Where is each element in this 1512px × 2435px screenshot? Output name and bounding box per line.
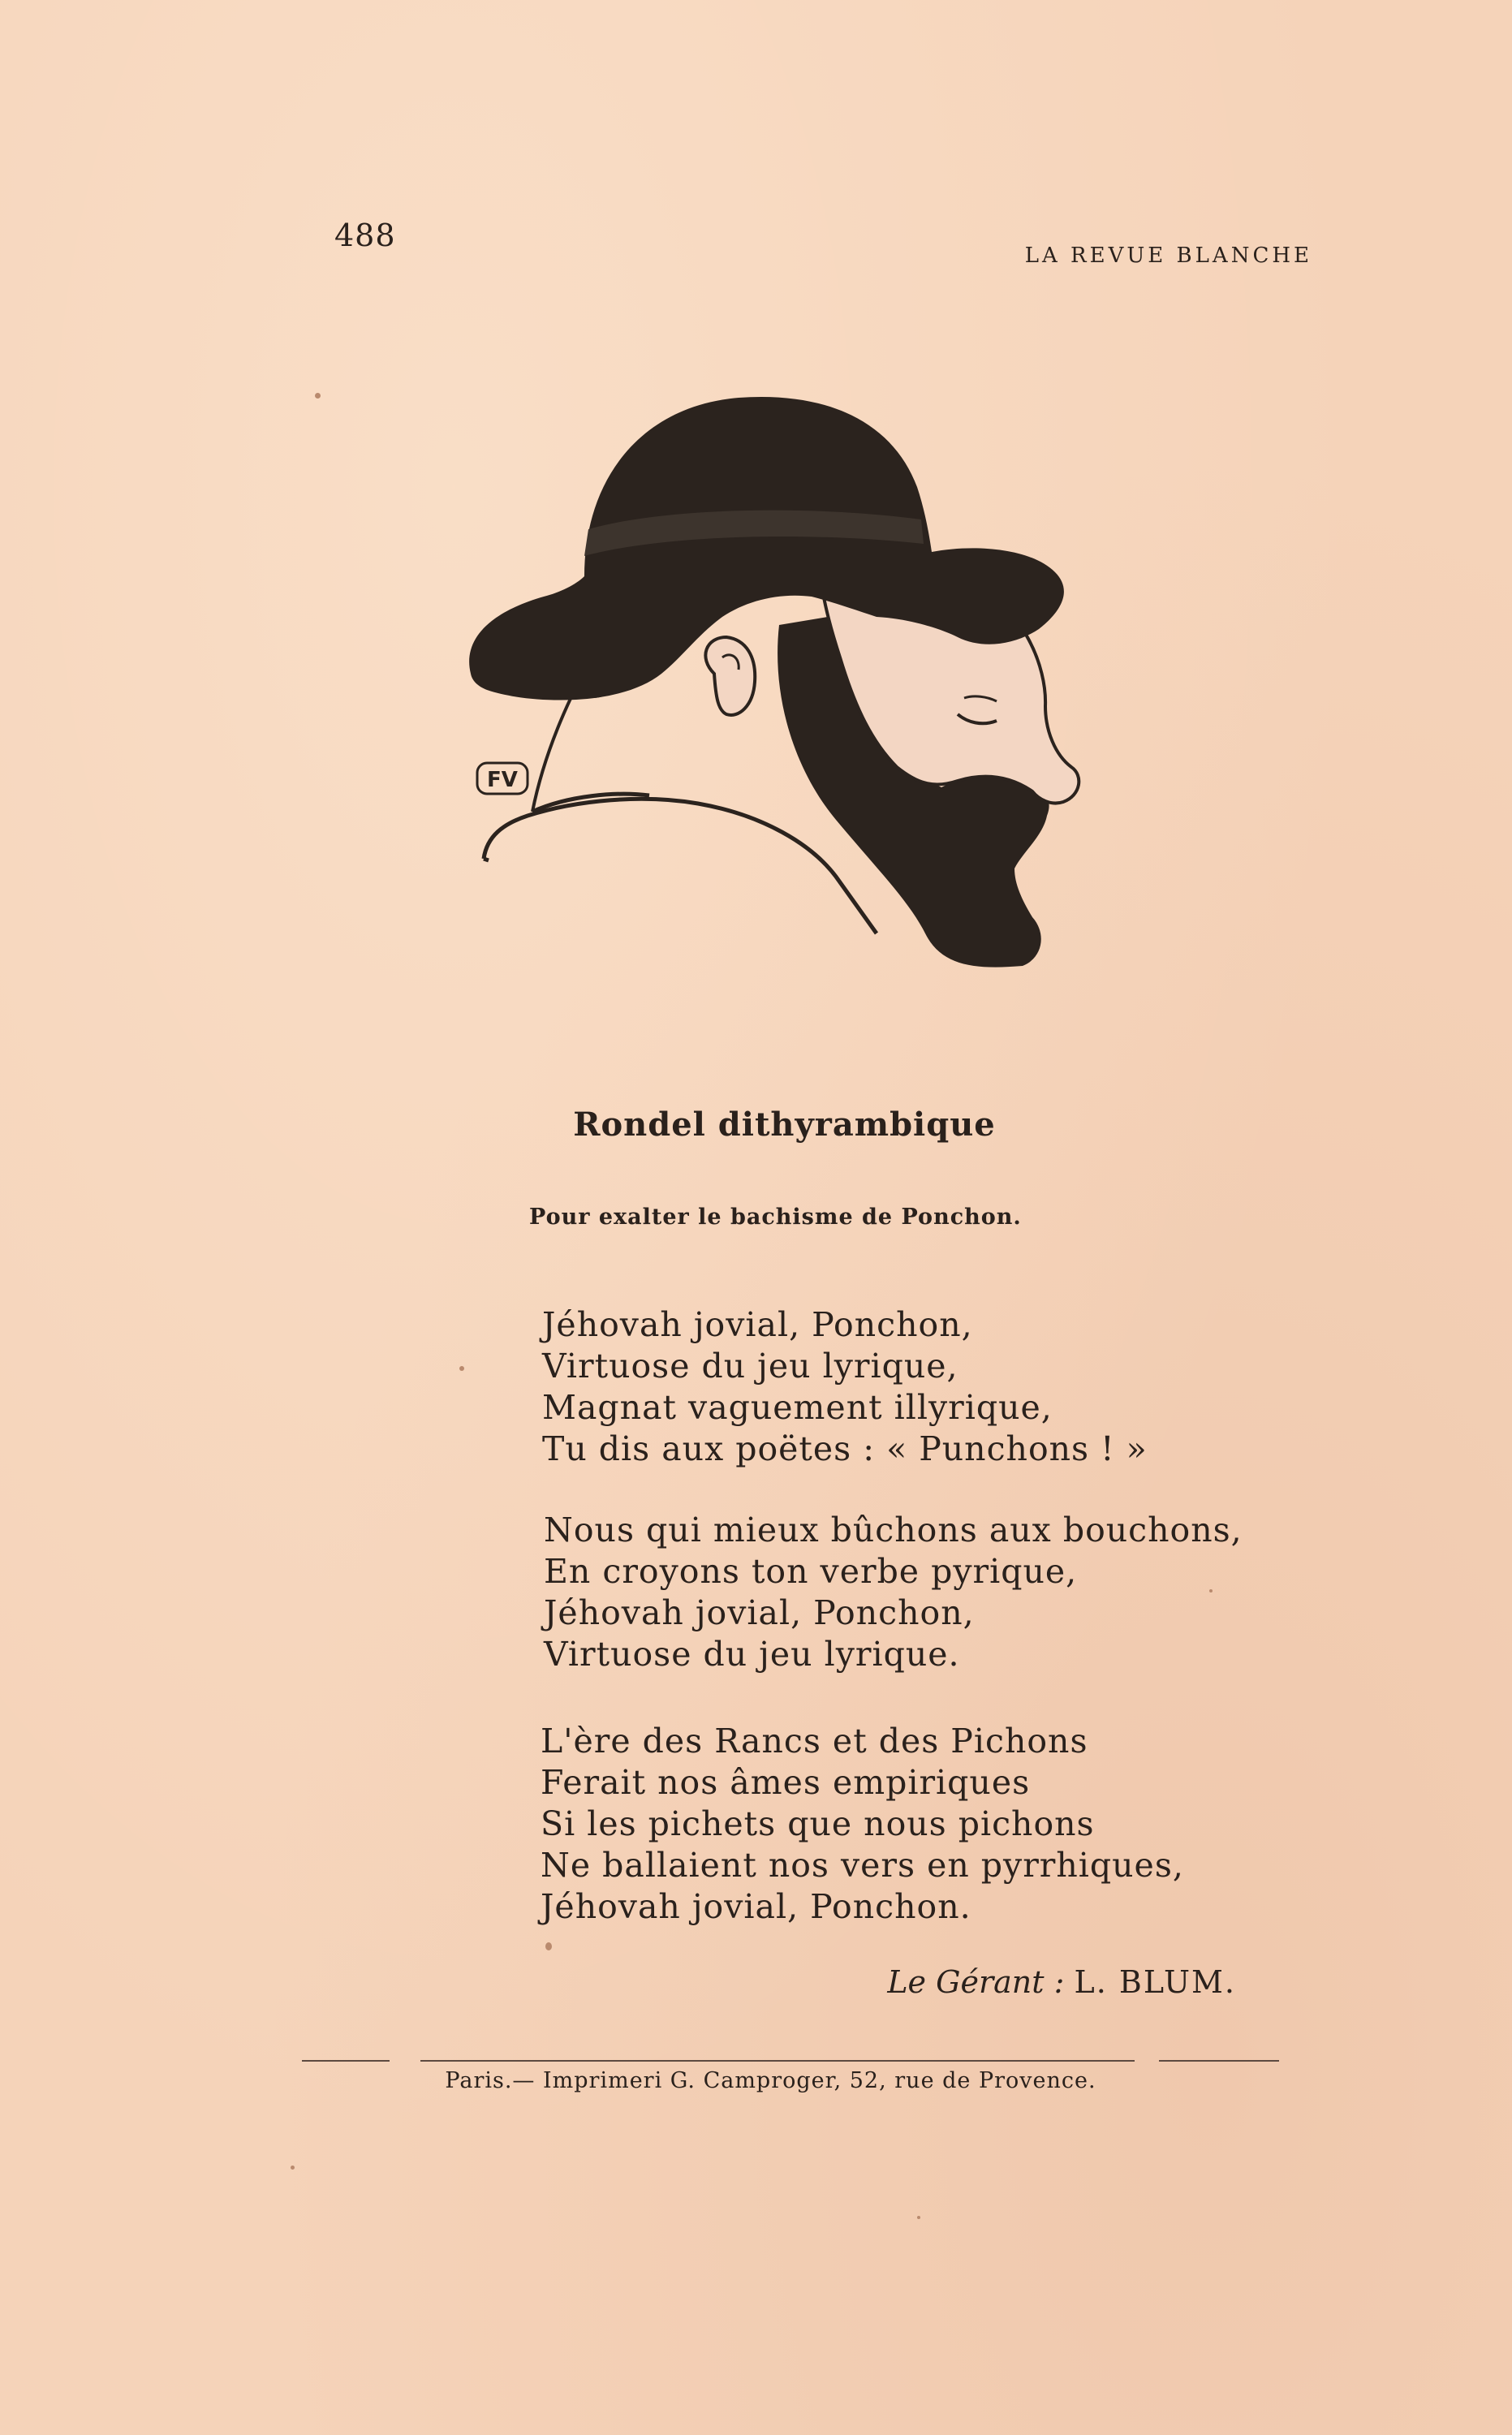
signature-role: Le Gérant : [887, 1964, 1065, 2000]
poem-title: Rondel dithyrambique [573, 1105, 996, 1144]
verse-line: Si les pichets que nous pichons [541, 1804, 1095, 1843]
stanza-3 [541, 1721, 1184, 1928]
footer-rule-left [302, 2060, 390, 2062]
verse-line: Jéhovah jovial, Ponchon. [541, 1887, 971, 1926]
paper-speck [917, 2216, 920, 2219]
monogram-fv: FV [487, 768, 518, 792]
verse-line: Tu dis aux poëtes : « Punchons ! » [542, 1429, 1148, 1468]
verse-line: Magnat vaguement illyrique, [542, 1388, 1053, 1427]
verse-line: Nous qui mieux bûchons aux bouchons, [544, 1511, 1243, 1549]
verse-line: En croyons ton verbe pyrique, [544, 1552, 1078, 1591]
running-head: LA REVUE BLANCHE [1024, 244, 1312, 268]
verse-line: Virtuose du jeu lyrique. [544, 1635, 960, 1674]
signature-name: L. BLUM. [1074, 1964, 1236, 2000]
verse-line: Virtuose du jeu lyrique, [542, 1347, 958, 1386]
gerant-signature [887, 1964, 1236, 2000]
paper-speck [545, 1942, 552, 1950]
paper-speck [315, 393, 321, 399]
page-number: 488 [334, 218, 396, 253]
verse-line: Jéhovah jovial, Ponchon, [544, 1593, 975, 1632]
verse-line: L'ère des Rancs et des Pichons [541, 1722, 1088, 1761]
paper-speck [459, 1366, 464, 1371]
paper-speck [1209, 1589, 1213, 1592]
paper-speck [291, 2166, 295, 2170]
poem-dedication: Pour exalter le bachisme de Ponchon. [529, 1205, 1022, 1230]
verse-line: Jéhovah jovial, Ponchon, [542, 1305, 973, 1344]
stanza-1 [542, 1304, 1148, 1470]
printer-imprint: Paris.— Imprimeri G. Camproger, 52, rue de Provence. [445, 2068, 1096, 2093]
verse-line: Ferait nos âmes empiriques [541, 1763, 1031, 1802]
stanza-2 [544, 1510, 1243, 1675]
footer-rule-center [420, 2060, 1135, 2062]
portrait-woodcut [454, 317, 1185, 1063]
verse-line: Ne ballaient nos vers en pyrrhiques, [541, 1846, 1184, 1885]
footer-rule-right [1159, 2060, 1279, 2062]
